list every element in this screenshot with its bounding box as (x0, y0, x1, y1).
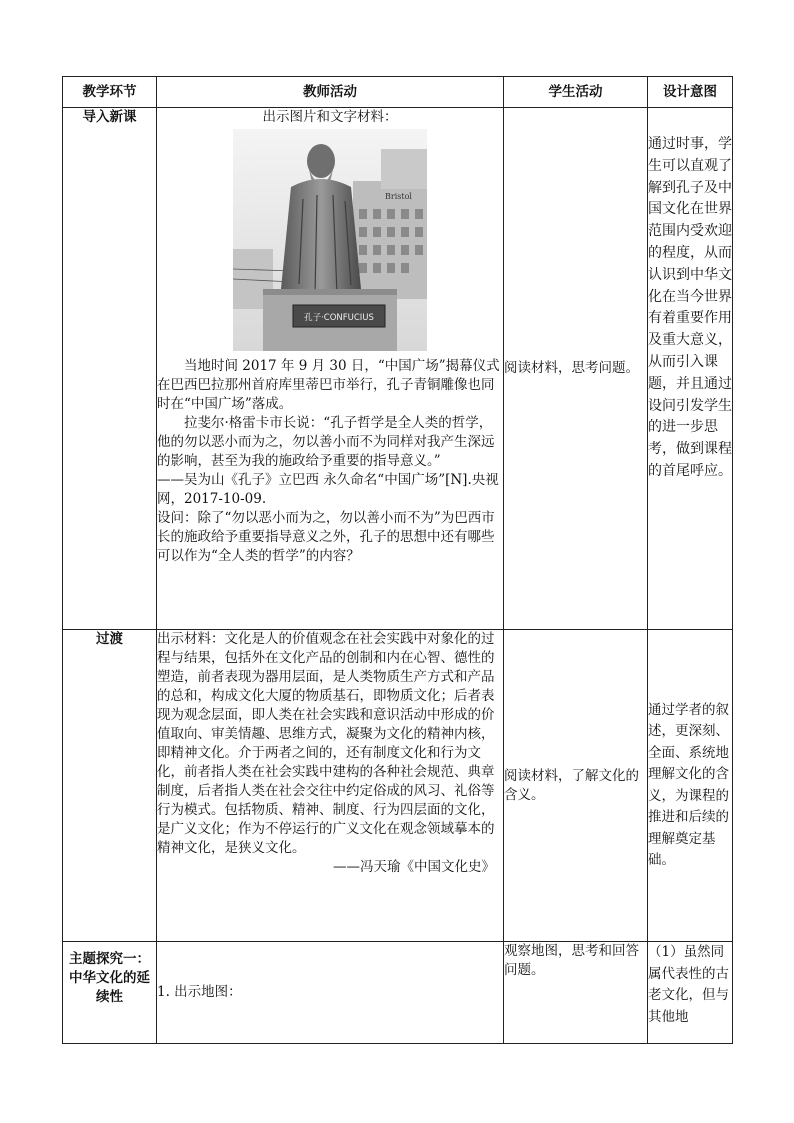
confucius-statue-image (233, 129, 427, 351)
student-cell: 观察地图，思考和回答问题。 (504, 942, 648, 1044)
header-stage: 教学环节 (63, 77, 157, 108)
quote-paragraph: 拉斐尔·格雷卡市长说：“孔子哲学是全人类的哲学，他的勿以恶小而为之，勿以善小而不为同样对我产生深远的影响，甚至为我的施政给予重要的指导意义。” (157, 415, 495, 469)
teacher-cell (157, 630, 504, 942)
svg-text:孔子·CONFUCIUS: 孔子·CONFUCIUS (304, 313, 374, 323)
material-body: 1. 出示地图： (157, 984, 242, 1000)
teacher-cell (157, 108, 504, 630)
svg-text:Bristol: Bristol (385, 192, 412, 201)
table-row (63, 108, 733, 630)
event-paragraph: 当地时间 2017 年 9 月 30 日，“中国广场”揭幕仪式在巴西巴拉那州首府库里蒂巴市举行，孔子青铜雕像也同时在“中国广场”落成。 (157, 358, 500, 412)
stage-cell: 主题探究一：中华文化的延续性 (63, 942, 157, 1044)
lesson-plan-table (62, 76, 733, 1044)
intent-cell: 通过学者的叙述，更深刻、全面、系统地理解文化的含义，为课程的推进和后续的理解奠定基础。 (648, 630, 733, 942)
header-student: 学生活动 (504, 77, 648, 108)
question-paragraph: 设问：除了“勿以恶小而为之，勿以善小而不为”为巴西市长的施政给予重要指导意义之外，孔子的思想中还有哪些可以作为“全人类的哲学”的内容？ (157, 510, 495, 564)
confucius-photo (157, 129, 503, 351)
source-citation: ——吴为山《孔子》立巴西 永久命名“中国广场”[N].央视网，2017-10-09. (157, 472, 499, 507)
stage-cell: 过渡 (63, 630, 157, 942)
intent-cell: （1）虽然同属代表性的古老文化，但与其他地 (648, 942, 733, 1044)
student-cell: 阅读材料，思考问题。 (504, 108, 648, 630)
student-cell: 阅读材料，了解文化的含义。 (504, 630, 648, 942)
material-intro: 出示图片和文字材料： (262, 109, 398, 125)
intent-cell: 通过时事，学生可以直观了解到孔子及中国文化在世界范围内受欢迎的程度，从而认识到中华文化在当今世界有着重要作用及重大意义，从而引入课题，并且通过设问引发学生的进一步思考，做到课程的首尾呼应。 (648, 108, 733, 630)
stage-cell: 导入新课 (63, 108, 157, 630)
material-body: 出示材料：文化是人的价值观念在社会实践中对象化的过程与结果，包括外在文化产品的创制和内在心智、德性的塑造，前者表现为器用层面，是人类物质生产方式和产品的总和，构成文化大厦的物质基石，即物质文化；后者表现为观念层面，即人类在社会实践和意识活动中形成的价值取向、审美情趣、思维方式，凝聚为文化的精神内核，即精神文化。介于两者之间的，还有制度文化和行为文化，前者指人类在社会实践中建构的各种社会规范、典章制度，后者指人类在社会交往中约定俗成的风习、礼俗等行为模式。包括物质、精神、制度、行为四层面的文化，是广义文化；作为不停运行的广义文化在观念领域摹本的精神文化，是狭义文化。 (157, 631, 495, 856)
header-row (63, 77, 733, 108)
source-citation: ——冯天瑜《中国文化史》 (333, 859, 495, 875)
table-row (63, 942, 733, 1044)
teacher-cell (157, 942, 504, 1044)
header-teacher: 教师活动 (157, 77, 504, 108)
header-intent: 设计意图 (648, 77, 733, 108)
table-row (63, 630, 733, 942)
